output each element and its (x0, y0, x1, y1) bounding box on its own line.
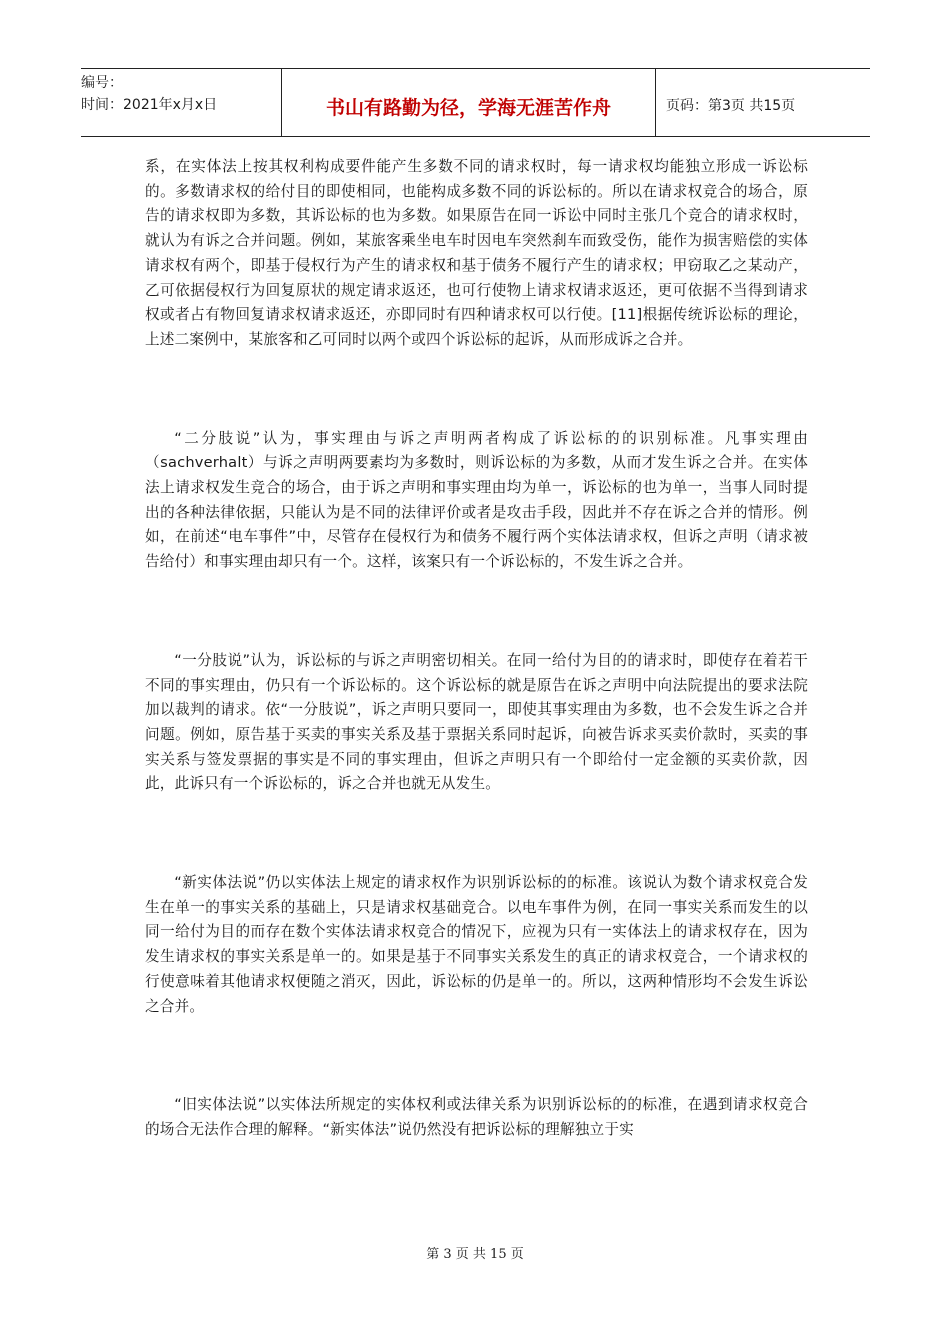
document-body (145, 155, 808, 1143)
document-date: 时间：2021年x月x日 (81, 97, 218, 113)
header-motto: 书山有路勤为径，学海无涯苦作舟 (281, 69, 656, 136)
paragraph-old-substantive-law-theory: “旧实体法说”以实体法所规定的实体权利或法律关系为识别诉讼标的的标准，在遇到请求权竞合的场合无法作合理的解释。“新实体法”说仍然没有把诉讼标的理解独立于实 (145, 1096, 808, 1138)
paragraph-continuation: 系，在实体法上按其权利构成要件能产生多数不同的请求权时，每一请求权均能独立形成一诉讼标的。多数请求权的给付目的即使相同，也能构成多数不同的诉讼标的。所以在请求权竞合的场合，原告的请求权即为多数，其诉讼标的也为多数。如果原告在同一诉讼中同时主张几个竞合的请求权时，就认为有诉之合并问题。例如，某旅客乘坐电车时因电车突然刹车而致受伤，能作为损害赔偿的实体请求权有两个，即基于侵权行为产生的请求权和基于债务不履行产生的请求权；甲窃取乙之某动产，乙可依据侵权行为回复原状的规定请求返还，也可行使物上请求权请求返还，更可依据不当得到请求权或者占有物回复请求权请求返还，亦即同时有四种请求权可以行使。[11]根据传统诉讼标的理论，上述二案例中，某旅客和乙可同时以两个或四个诉讼标的起诉，从而形成诉之合并。 (145, 158, 808, 348)
paragraph-two-part-theory: “二分肢说”认为，事实理由与诉之声明两者构成了诉讼标的的识别标准。凡事实理由（sachverhalt）与诉之声明两要素均为多数时，则诉讼标的为多数，从而才发生诉之合并。在实体法上请求权发生竞合的场合，由于诉之声明和事实理由均为单一，诉讼标的也为单一，当事人同时提出的各种法律依据，只能认为是不同的法律评价或者是攻击手段，因此并不存在诉之合并的情形。例如，在前述“电车事件”中，尽管存在侵权行为和债务不履行两个实体法请求权，但诉之声明（请求被告给付）和事实理由却只有一个。这样，该案只有一个诉讼标的，不发生诉之合并。 (145, 429, 808, 571)
paragraph-new-substantive-law-theory: “新实体法说”仍以实体法上规定的请求权作为识别诉讼标的的标准。该说认为数个请求权竞合发生在单一的事实关系的基础上，只是请求权基础竞合。以电车事件为例，在同一事实关系而发生的以同一给付为目的而存在数个实体法请求权竞合的情况下，应视为只有一实体法上的请求权存在，因为发生请求权的事实关系是单一的。如果是基于不同事实关系发生的真正的请求权竞合，一个请求权的行使意味着其他请求权便随之消灭，因此，诉讼标的仍是单一的。所以，这两种情形均不会发生诉讼之合并。 (145, 874, 808, 1015)
document-number: 编号： (81, 75, 123, 91)
paragraph-one-part-theory: “一分肢说”认为，诉讼标的与诉之声明密切相关。在同一给付为目的的请求时，即使存在着若干不同的事实理由，仍只有一个诉讼标的。这个诉讼标的就是原告在诉之声明中向法院提出的要求法院加以裁判的请求。依“一分肢说”，诉之声明只要同一，即使其事实理由为多数，也不会发生诉之合并问题。例如，原告基于买卖的事实关系及基于票据关系同时起诉，向被告诉求买卖价款时，买卖的事实关系与签发票据的事实是不同的事实理由，但诉之声明只有一个即给付一定金额的买卖价款，因此，此诉只有一个诉讼标的，诉之合并也就无从发生。 (145, 651, 808, 793)
page-footer: 第 3 页 共 15 页 (426, 1247, 524, 1262)
header-meta (81, 69, 281, 136)
page-header (81, 68, 870, 137)
header-page-info: 页码：第3页 共15页 (666, 97, 796, 114)
